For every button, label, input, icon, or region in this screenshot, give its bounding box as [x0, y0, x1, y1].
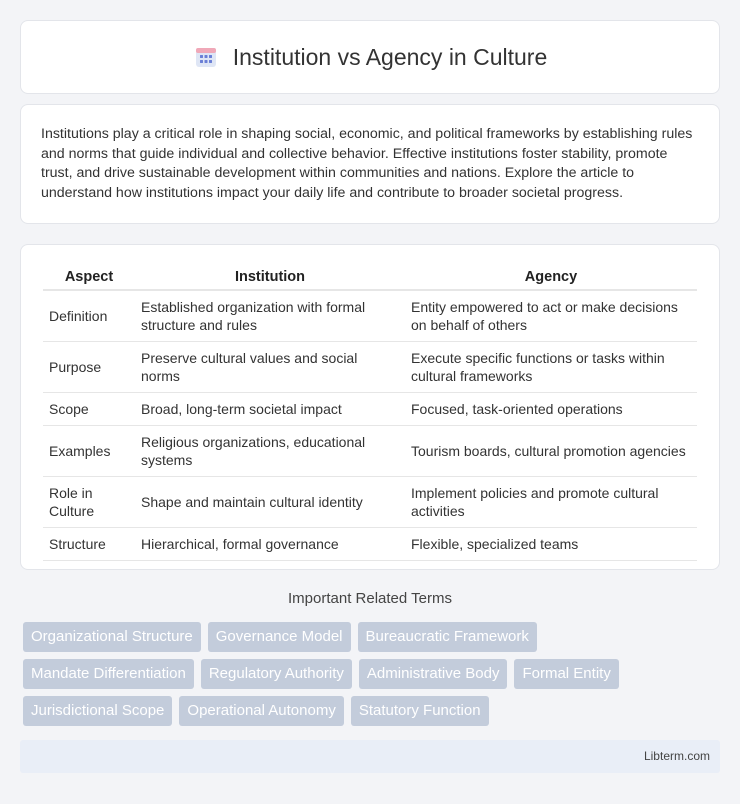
related-terms-tags — [23, 622, 723, 733]
header-aspect: Aspect — [43, 263, 135, 291]
cell-institution: Religious organizations, educational systems — [135, 426, 405, 477]
tag-bureaucratic-framework[interactable]: Bureaucratic Framework — [358, 622, 537, 652]
cell-aspect: Examples — [43, 426, 135, 477]
table-header-row — [43, 263, 697, 291]
table-row — [43, 426, 697, 477]
footer — [20, 740, 720, 773]
page-title: Institution vs Agency in Culture — [232, 43, 548, 70]
tag-jurisdictional-scope[interactable]: Jurisdictional Scope — [23, 696, 172, 726]
cell-aspect: Role in Culture — [43, 477, 135, 528]
comparison-table — [43, 263, 697, 561]
intro-card — [20, 104, 720, 224]
cell-agency: Focused, task-oriented operations — [405, 393, 697, 426]
cell-institution: Preserve cultural values and social norms — [135, 342, 405, 393]
cell-aspect: Structure — [43, 528, 135, 561]
tag-formal-entity[interactable]: Formal Entity — [514, 659, 618, 689]
tag-governance-model[interactable]: Governance Model — [208, 622, 351, 652]
header-card — [20, 20, 720, 94]
cell-agency: Execute specific functions or tasks within cultural frameworks — [405, 342, 697, 393]
cell-agency: Implement policies and promote cultural activities — [405, 477, 697, 528]
tag-administrative-body[interactable]: Administrative Body — [359, 659, 508, 689]
cell-institution: Broad, long-term societal impact — [135, 393, 405, 426]
tag-operational-autonomy[interactable]: Operational Autonomy — [179, 696, 343, 726]
table-row — [43, 342, 697, 393]
cell-institution: Shape and maintain cultural identity — [135, 477, 405, 528]
table-row — [43, 528, 697, 561]
tag-mandate-differentiation[interactable]: Mandate Differentiation — [23, 659, 194, 689]
intro-text: Institutions play a critical role in shaping social, economic, and political frameworks by establishing rules and norms that guide individual and collective behavior. Effective institutions foster stability, promote trust, and drive sustainable development within communities and nations. Explore the article to understand how institutions impact your daily life and contribute to broader societal progress. — [41, 126, 693, 201]
comparison-table-card — [20, 244, 720, 570]
footer-site-link[interactable]: Libterm.com — [643, 749, 710, 763]
table-row — [43, 291, 697, 342]
cell-aspect: Purpose — [43, 342, 135, 393]
cell-aspect: Definition — [43, 291, 135, 342]
header-agency: Agency — [405, 263, 697, 291]
header — [193, 44, 548, 71]
tag-row — [23, 659, 723, 689]
cell-agency: Flexible, specialized teams — [405, 528, 697, 561]
table-row — [43, 477, 697, 528]
cell-agency: Tourism boards, cultural promotion agencies — [405, 426, 697, 477]
cell-institution: Established organization with formal structure and rules — [135, 291, 405, 342]
tag-organizational-structure[interactable]: Organizational Structure — [23, 622, 201, 652]
cell-agency: Entity empowered to act or make decisions on behalf of others — [405, 291, 697, 342]
tag-statutory-function[interactable]: Statutory Function — [351, 696, 489, 726]
table-row — [43, 393, 697, 426]
tag-row — [23, 622, 723, 652]
header-institution: Institution — [135, 263, 405, 291]
building-icon — [193, 44, 219, 70]
tag-regulatory-authority[interactable]: Regulatory Authority — [201, 659, 352, 689]
cell-aspect: Scope — [43, 393, 135, 426]
related-terms-title: Important Related Terms — [288, 590, 452, 607]
tag-row — [23, 696, 723, 726]
cell-institution: Hierarchical, formal governance — [135, 528, 405, 561]
